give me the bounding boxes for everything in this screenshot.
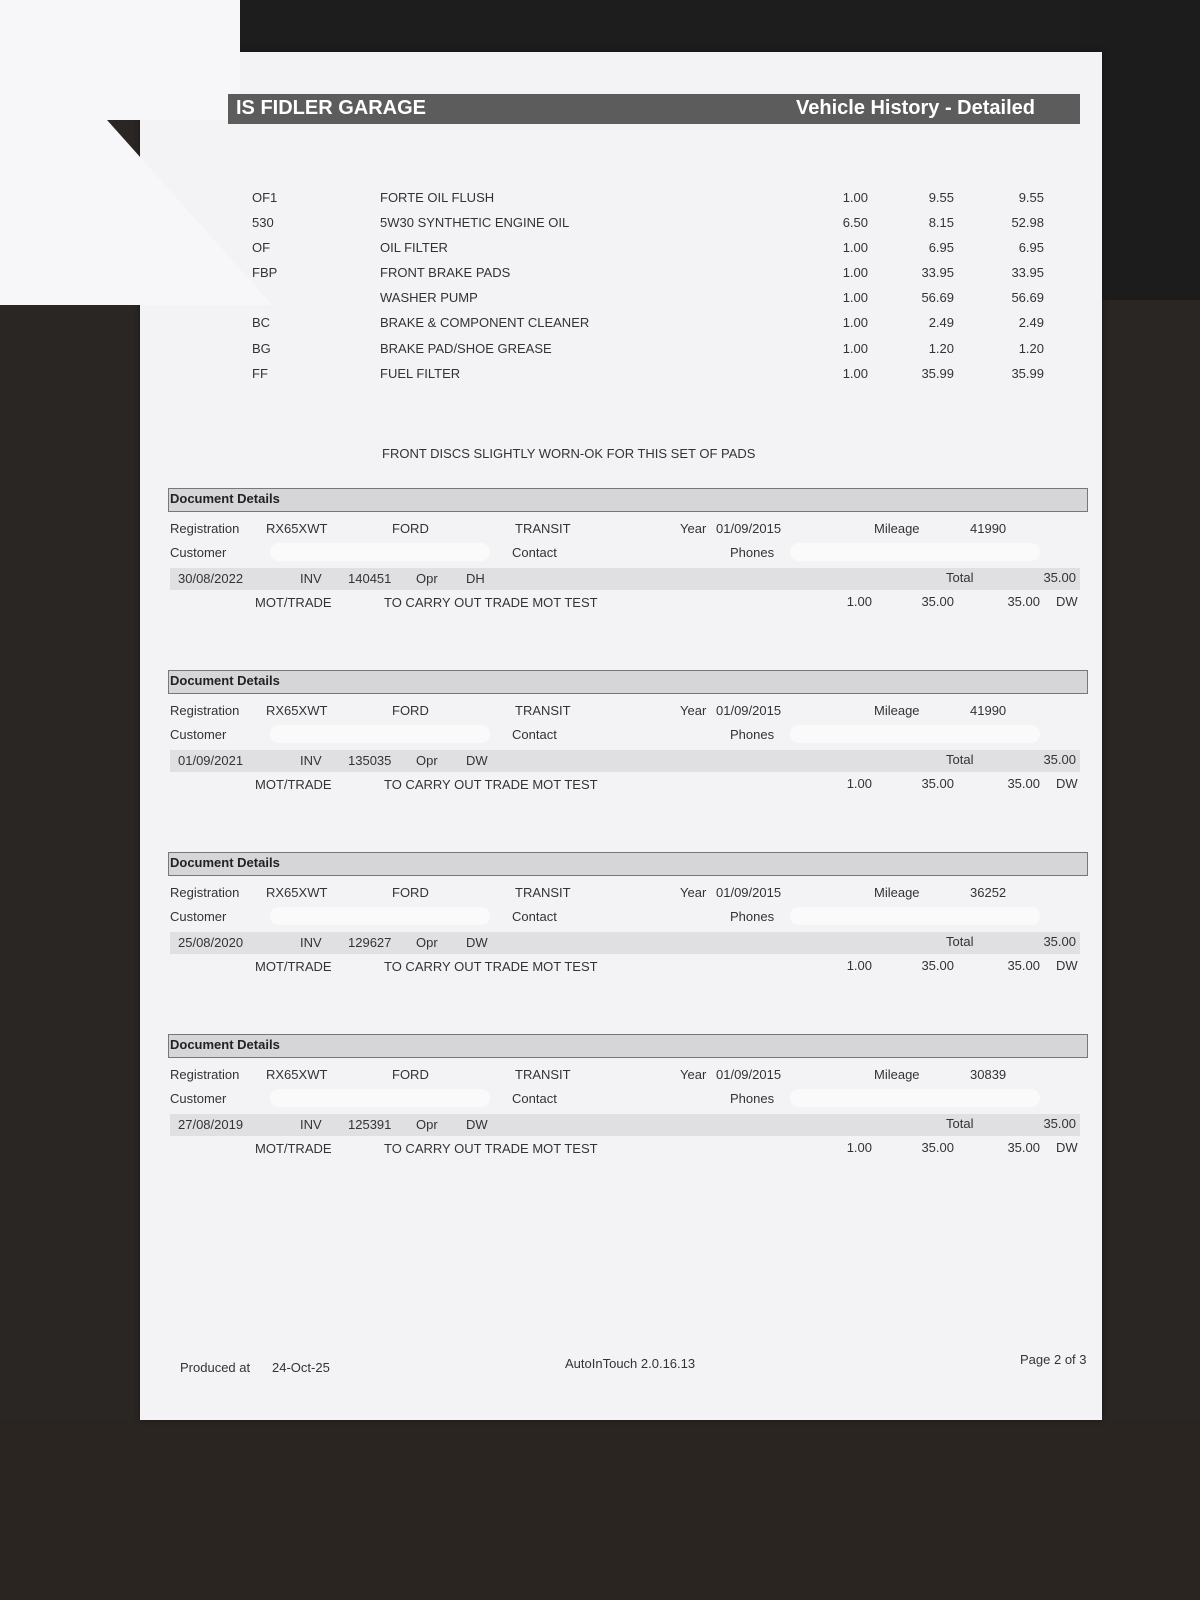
part-description: BRAKE & COMPONENT CLEANER (380, 315, 590, 330)
item-code: MOT/TRADE (255, 1141, 332, 1156)
year-label: Year (680, 521, 707, 536)
redacted-customer (270, 1089, 490, 1107)
software-version: AutoInTouch 2.0.16.13 (565, 1356, 696, 1371)
item-code: MOT/TRADE (255, 777, 332, 792)
inv-label: INV (300, 753, 322, 768)
year-label: Year (680, 1067, 707, 1082)
item-quantity: 1.00 (846, 1140, 872, 1155)
inv-label: INV (300, 571, 322, 586)
invoice-total: 35.00 (1043, 752, 1076, 767)
inv-label: INV (300, 1117, 322, 1132)
invoice-total: 35.00 (1043, 1116, 1076, 1131)
redacted-customer (270, 907, 490, 925)
part-quantity: 1.00 (842, 265, 868, 280)
invoice-total: 35.00 (1043, 934, 1076, 949)
part-description: 5W30 SYNTHETIC ENGINE OIL (380, 215, 570, 230)
registration-label: Registration (170, 885, 240, 900)
vehicle-model: TRANSIT (515, 703, 571, 718)
part-unit-price: 2.49 (928, 315, 954, 330)
opr-label: Opr (416, 753, 438, 768)
total-label: Total (946, 752, 974, 767)
part-quantity: 1.00 (842, 240, 868, 255)
customer-label: Customer (170, 1091, 227, 1106)
invoice-total: 35.00 (1043, 570, 1076, 585)
operator: DW (466, 753, 488, 768)
section-title: Document Details (170, 491, 280, 506)
redacted-phones (790, 725, 1040, 743)
item-description: TO CARRY OUT TRADE MOT TEST (384, 777, 598, 792)
year-value: 01/09/2015 (716, 885, 782, 900)
total-label: Total (946, 1116, 974, 1131)
registration-value: RX65XWT (266, 521, 328, 536)
invoice-number: 125391 (348, 1117, 392, 1132)
operator: DH (466, 571, 485, 586)
opr-label: Opr (416, 1117, 438, 1132)
inv-label: INV (300, 935, 322, 950)
customer-label: Customer (170, 545, 227, 560)
item-quantity: 1.00 (846, 958, 872, 973)
part-quantity: 1.00 (842, 290, 868, 305)
part-quantity: 1.00 (842, 190, 868, 205)
invoice-date: 27/08/2019 (178, 1117, 244, 1132)
total-label: Total (946, 570, 974, 585)
page-number: Page 2 of 3 (1020, 1352, 1087, 1367)
operator: DW (466, 1117, 488, 1132)
item-description: TO CARRY OUT TRADE MOT TEST (384, 595, 598, 610)
part-line-total: 6.95 (1018, 240, 1044, 255)
part-description: FUEL FILTER (380, 366, 461, 381)
opr-label: Opr (416, 571, 438, 586)
part-line-total: 52.98 (1011, 215, 1044, 230)
job-note: FRONT DISCS SLIGHTLY WORN-OK FOR THIS SET OF PADS (382, 446, 756, 461)
item-line-total: 35.00 (1007, 1140, 1040, 1155)
mileage-value: 41990 (970, 521, 1007, 536)
registration-label: Registration (170, 521, 240, 536)
part-description: OIL FILTER (380, 240, 448, 255)
section-title: Document Details (170, 673, 280, 688)
vehicle-model: TRANSIT (515, 1067, 571, 1082)
part-line-total: 9.55 (1018, 190, 1044, 205)
part-code: FBP (252, 265, 278, 280)
year-value: 01/09/2015 (716, 1067, 782, 1082)
year-value: 01/09/2015 (716, 703, 782, 718)
garage-name: IS FIDLER GARAGE (236, 97, 427, 119)
vehicle-make: FORD (392, 1067, 429, 1082)
year-label: Year (680, 885, 707, 900)
item-unit-price: 35.00 (921, 594, 954, 609)
item-line-total: 35.00 (1007, 958, 1040, 973)
mileage-label: Mileage (874, 885, 920, 900)
vehicle-make: FORD (392, 521, 429, 536)
item-quantity: 1.00 (846, 594, 872, 609)
item-description: TO CARRY OUT TRADE MOT TEST (384, 959, 598, 974)
part-unit-price: 1.20 (928, 341, 954, 356)
contact-label: Contact (512, 727, 557, 742)
part-description: FRONT BRAKE PADS (380, 265, 511, 280)
year-label: Year (680, 703, 707, 718)
section-header-bar (168, 852, 1088, 876)
registration-label: Registration (170, 703, 240, 718)
item-tax-code: DW (1056, 776, 1078, 791)
invoice-number: 140451 (348, 571, 392, 586)
mileage-value: 41990 (970, 703, 1007, 718)
total-label: Total (946, 934, 974, 949)
part-description: BRAKE PAD/SHOE GREASE (380, 341, 552, 356)
part-code: OF (252, 240, 271, 255)
item-unit-price: 35.00 (921, 958, 954, 973)
vehicle-make: FORD (392, 885, 429, 900)
part-line-total: 35.99 (1011, 366, 1044, 381)
background-bottom (0, 1420, 1200, 1600)
section-header-bar (168, 1034, 1088, 1058)
part-unit-price: 35.99 (921, 366, 954, 381)
part-code: OF1 (252, 190, 278, 205)
part-line-total: 56.69 (1011, 290, 1044, 305)
item-code: MOT/TRADE (255, 595, 332, 610)
customer-label: Customer (170, 727, 227, 742)
part-line-total: 1.20 (1018, 341, 1044, 356)
opr-label: Opr (416, 935, 438, 950)
part-line-total: 2.49 (1018, 315, 1044, 330)
part-quantity: 1.00 (842, 341, 868, 356)
part-unit-price: 8.15 (928, 215, 954, 230)
item-tax-code: DW (1056, 1140, 1078, 1155)
redacted-customer (270, 725, 490, 743)
vehicle-model: TRANSIT (515, 885, 571, 900)
registration-value: RX65XWT (266, 885, 328, 900)
item-description: TO CARRY OUT TRADE MOT TEST (384, 1141, 598, 1156)
redacted-phones (790, 907, 1040, 925)
mileage-label: Mileage (874, 1067, 920, 1082)
produced-label: Produced at (180, 1360, 251, 1375)
item-tax-code: DW (1056, 958, 1078, 973)
invoice-date: 30/08/2022 (178, 571, 244, 586)
registration-value: RX65XWT (266, 703, 328, 718)
vehicle-model: TRANSIT (515, 521, 571, 536)
section-title: Document Details (170, 1037, 280, 1052)
item-code: MOT/TRADE (255, 959, 332, 974)
part-unit-price: 56.69 (921, 290, 954, 305)
part-quantity: 1.00 (842, 315, 868, 330)
invoice-number: 129627 (348, 935, 392, 950)
mileage-value: 36252 (970, 885, 1007, 900)
part-quantity: 1.00 (842, 366, 868, 381)
contact-label: Contact (512, 909, 557, 924)
item-quantity: 1.00 (846, 776, 872, 791)
mileage-label: Mileage (874, 521, 920, 536)
redacted-customer (270, 543, 490, 561)
year-value: 01/09/2015 (716, 521, 782, 536)
contact-label: Contact (512, 545, 557, 560)
section-header-bar (168, 670, 1088, 694)
invoice-date: 25/08/2020 (178, 935, 244, 950)
contact-label: Contact (512, 1091, 557, 1106)
item-unit-price: 35.00 (921, 776, 954, 791)
item-tax-code: DW (1056, 594, 1078, 609)
section-title: Document Details (170, 855, 280, 870)
part-unit-price: 9.55 (928, 190, 954, 205)
part-description: WASHER PUMP (380, 290, 478, 305)
phones-label: Phones (730, 727, 775, 742)
vehicle-make: FORD (392, 703, 429, 718)
section-header-bar (168, 488, 1088, 512)
customer-label: Customer (170, 909, 227, 924)
part-code: BG (252, 341, 271, 356)
phones-label: Phones (730, 545, 775, 560)
item-line-total: 35.00 (1007, 776, 1040, 791)
item-line-total: 35.00 (1007, 594, 1040, 609)
mileage-value: 30839 (970, 1067, 1007, 1082)
part-description: FORTE OIL FLUSH (380, 190, 495, 205)
registration-label: Registration (170, 1067, 240, 1082)
report-title: Vehicle History - Detailed (796, 97, 1035, 119)
invoice-date: 01/09/2021 (178, 753, 244, 768)
part-unit-price: 33.95 (921, 265, 954, 280)
overlapping-sheet-corner (0, 0, 272, 305)
operator: DW (466, 935, 488, 950)
item-unit-price: 35.00 (921, 1140, 954, 1155)
mileage-label: Mileage (874, 703, 920, 718)
part-code: 530 (252, 215, 274, 230)
part-code: BC (252, 315, 271, 330)
produced-date: 24-Oct-25 (272, 1360, 330, 1375)
phones-label: Phones (730, 909, 775, 924)
redacted-phones (790, 1089, 1040, 1107)
part-quantity: 6.50 (842, 215, 868, 230)
part-line-total: 33.95 (1011, 265, 1044, 280)
part-code: FF (252, 366, 268, 381)
invoice-number: 135035 (348, 753, 392, 768)
part-unit-price: 6.95 (928, 240, 954, 255)
phones-label: Phones (730, 1091, 775, 1106)
registration-value: RX65XWT (266, 1067, 328, 1082)
redacted-phones (790, 543, 1040, 561)
